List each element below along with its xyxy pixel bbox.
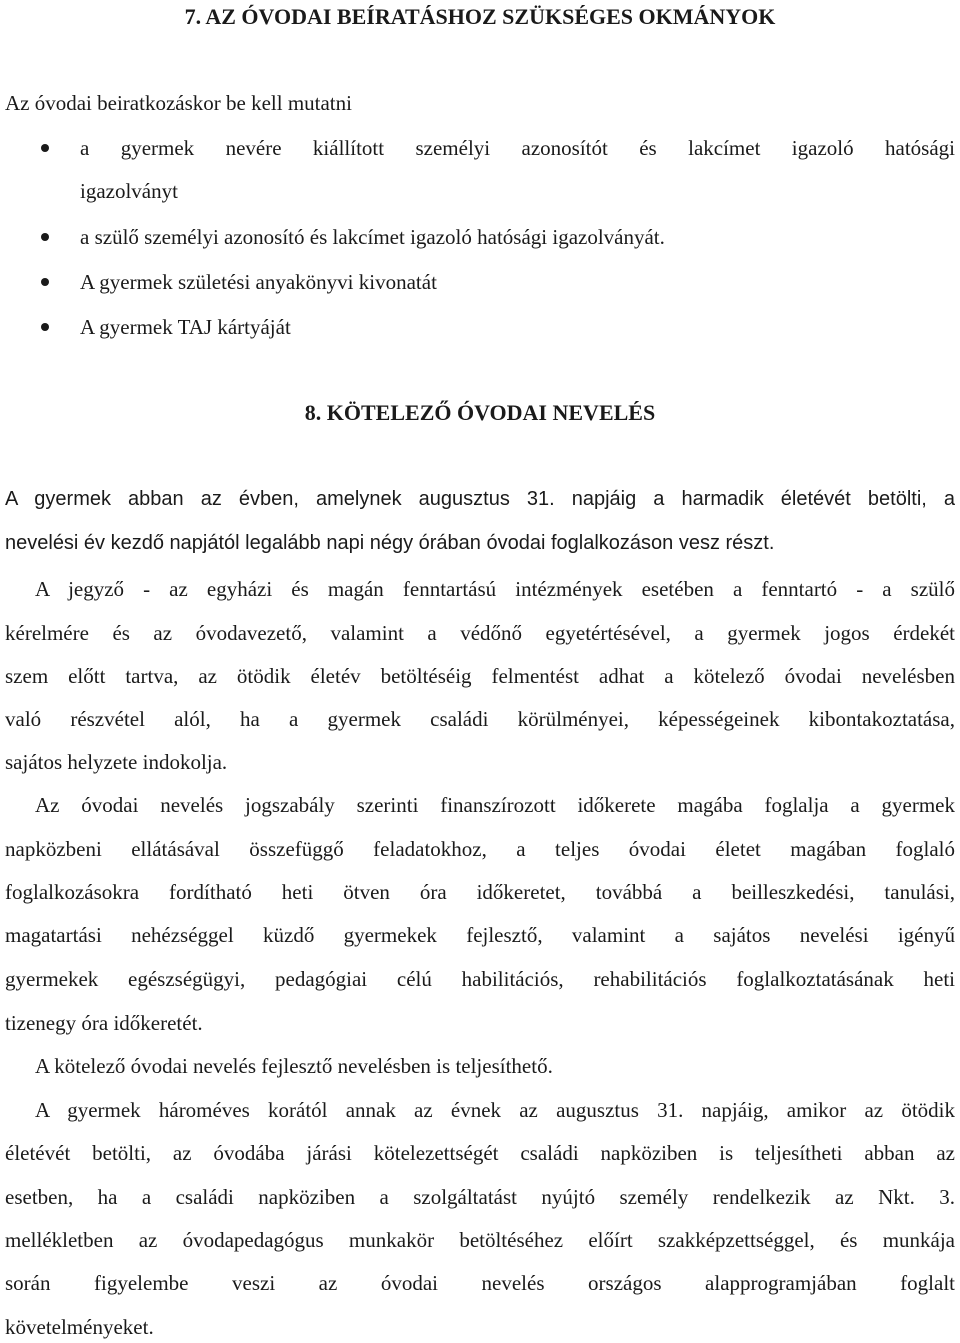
paragraph-line: gyermekek egészségügyi, pedagógiai célú habilitációs, rehabilitációs foglalkoztatásának heti — [5, 967, 955, 991]
paragraph-line: sajátos helyzete indokolja. — [5, 750, 228, 774]
paragraph-line: való részvétel alól, ha a gyermek családi körülményei, képességeinek kibontakoztatása, — [5, 707, 955, 731]
section-7-heading: 7. AZ ÓVODAI BEÍRATÁSHOZ SZÜKSÉGES OKMÁNYOK — [184, 4, 776, 29]
paragraph-line: magatartási nehézséggel küzdő gyermekek fejlesztő, valamint a sajátos nevelési igényű — [5, 923, 955, 947]
paragraph-line: kérelmére és az óvodavezető, valamint a védőnő egyetértésével, a gyermek jogos érdekét — [5, 621, 955, 645]
paragraph-line: során figyelembe veszi az óvodai nevelés országos alapprogramjában foglalt — [5, 1271, 955, 1295]
paragraph-line: A gyermek hároméves korától annak az évnek az augusztus 31. napjáig, amikor az ötödik — [35, 1098, 955, 1122]
paragraph-line: napközbeni ellátásával összefüggő feladatokhoz, a teljes óvodai életet magában foglaló — [5, 837, 955, 861]
paragraph-line: Az óvodai nevelés jogszabály szerinti finanszírozott időkerete magába foglalja a gyermek — [35, 793, 955, 817]
paragraph-line: mellékletben az óvodapedagógus munkakör betöltéséhez előírt szakképzettséggel, és munkája — [5, 1228, 955, 1252]
paragraph-line: nevelési év kezdő napjától legalább napi négy órában óvodai foglalkozáson vesz részt. — [5, 532, 775, 554]
paragraph-line: követelményeket. — [5, 1315, 154, 1339]
bullet-icon — [41, 144, 49, 152]
paragraph-line: A gyermek abban az évben, amelynek augusztus 31. napjáig a harmadik életévét betölti, a — [5, 488, 955, 510]
paragraph-line: tizenegy óra időkeretét. — [5, 1011, 203, 1035]
document-page: 7. AZ ÓVODAI BEÍRATÁSHOZ SZÜKSÉGES OKMÁNYOK Az óvodai beiratkozáskor be kell mutatni a gyermek nevére kiállított személyi azonosítót és lakcímet igazoló hatósági igazolványt a szülő személyi azonosító és lakcímet igazoló hatósági igazolványát. A gyermek születési anyakönyvi kivonatát A gyermek TAJ kártyáját 8. KÖTELEZŐ ÓVODAI NEVELÉS A gyermek abban az évben, amelynek augusztus 31. napjáig a harmadik életévét betölti, a nevelési év kezdő napjától legalább napi négy órában óvodai foglalkozáson vesz részt. A jegyző - az egyházi és magán fenntartású intézmények esetében a fenntartó - a szülő kérelmére és az óvodavezető, valamint a védőnő egyetértésével, a gyermek jogos érdekét szem előtt tartva, az ötödik életév betöltéséig felmentést adhat a kötelező óvodai nevelésben való részvétel alól, ha a gyermek családi körülményei, képességeinek kibontakoztatása, sajátos helyzete indokolja. Az óvodai nevelés jogszabály szerinti finanszírozott időkerete magába foglalja a gyermek napközbeni ellátásával összefüggő feladatokhoz, a teljes óvodai életet magában foglaló foglalkozásokra fordítható heti ötven óra időkeretet, továbbá a beilleszkedési, tanulási, magatartási nehézséggel küzdő gyermekek fejlesztő, valamint a sajátos nevelési igényű gyermekek egészségügyi, pedagógiai célú habilitációs, rehabilitációs foglalkoztatásának heti tizenegy óra időkeretét. A kötelező óvodai nevelés fejlesztő nevelésben is teljesíthető. A gyermek hároméves korától annak az évnek az augusztus 31. napjáig, amikor az ötödik életévét betölti, az óvodába járási kötelezettségét családi napköziben is teljesítheti abban az esetben, ha a családi napköziben a szolgáltatást nyújtó személy rendelkezik az Nkt. 3. mellékletben az óvodapedagógus munkakör betöltéséhez előírt szakképzettséggel, és munkája során figyelembe veszi az óvodai nevelés országos alapprogramjában foglalt követelményeket. — [0, 0, 960, 1343]
paragraph-line: szem előtt tartva, az ötödik életév betöltéséig felmentést adhat a kötelező óvodai nevelésben — [5, 664, 955, 688]
paragraph-line: foglalkozásokra fordítható heti ötven óra időkeretet, továbbá a beilleszkedési, tanulási, — [5, 880, 955, 904]
intro-text: Az óvodai beiratkozáskor be kell mutatni — [5, 91, 352, 115]
paragraph-line: A jegyző - az egyházi és magán fenntartású intézmények esetében a fenntartó - a szülő — [35, 577, 955, 601]
paragraph-line: életévét betölti, az óvodába járási kötelezettségét családi napköziben is teljesítheti abban az — [5, 1141, 955, 1165]
bullet-icon — [41, 323, 49, 331]
paragraph-line: esetben, ha a családi napköziben a szolgáltatást nyújtó személy rendelkezik az Nkt. 3. — [5, 1185, 955, 1209]
paragraph-line: A kötelező óvodai nevelés fejlesztő nevelésben is teljesíthető. — [35, 1054, 553, 1078]
bullet-icon — [41, 233, 49, 241]
section-8-heading: 8. KÖTELEZŐ ÓVODAI NEVELÉS — [304, 400, 656, 425]
bullet-icon — [41, 278, 49, 286]
